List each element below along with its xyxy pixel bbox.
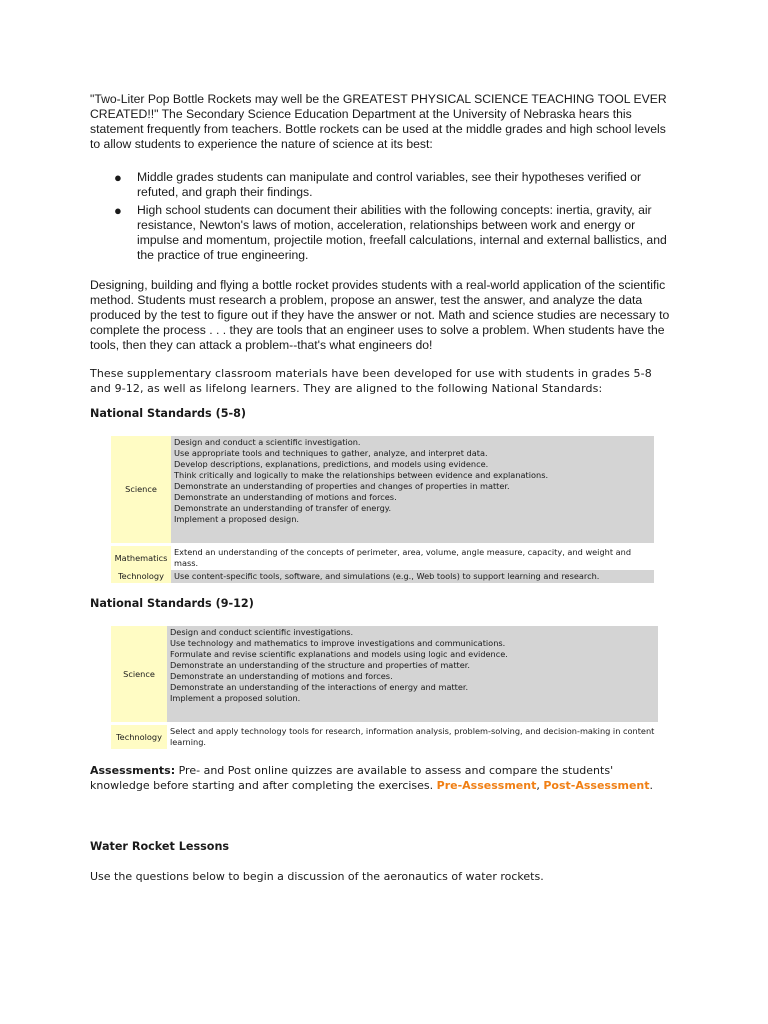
pre-assessment-link[interactable]: Pre-Assessment <box>436 779 537 792</box>
standard-line: Extend an understanding of the concepts of perimeter, area, volume, angle measure, capacity, and weight and mass. <box>174 547 632 568</box>
assessments-paragraph <box>90 763 670 793</box>
table-row <box>111 626 658 722</box>
row-value <box>167 725 658 749</box>
lessons-paragraph: Use the questions below to begin a discussion of the aeronautics of water rockets. <box>90 870 544 883</box>
bullet-icon: ● <box>114 203 122 218</box>
standard-line: Implement a proposed design. <box>174 514 299 524</box>
standard-line: Demonstrate an understanding of motions and forces. <box>170 671 393 681</box>
standards-912-heading: National Standards (9-12) <box>90 597 254 610</box>
row-value <box>171 546 654 570</box>
bullet-text: Middle grades students can manipulate and control variables, see their hypotheses verified or refuted, and graph their findings. <box>137 170 642 199</box>
document-page <box>90 92 670 883</box>
row-value <box>171 570 654 583</box>
row-label: Technology <box>111 725 167 749</box>
standard-line: Develop descriptions, explanations, predictions, and models using evidence. <box>174 459 489 469</box>
bullet-icon: ● <box>114 170 122 185</box>
link-separator: , <box>536 779 544 792</box>
standard-line: Use technology and mathematics to improve investigations and communications. <box>170 638 506 648</box>
intro-paragraph: "Two-Liter Pop Bottle Rockets may well be the GREATEST PHYSICAL SCIENCE TEACHING TOOL EVER CREATED!!" The Secondary Science Education Department at the University of Nebraska hears this statement frequently from teachers. Bottle rockets can be used at the middle grades and high school levels to allow students to experience the nature of science at its best: <box>90 92 667 151</box>
water-rocket-lessons-heading: Water Rocket Lessons <box>90 840 230 853</box>
standards-58-table <box>111 436 654 583</box>
table-row <box>111 546 654 570</box>
standard-line: Demonstrate an understanding of motions and forces. <box>174 492 397 502</box>
table-row <box>111 725 658 749</box>
standard-line: Demonstrate an understanding of properties and changes of properties in matter. <box>174 481 510 491</box>
row-label: Mathematics <box>111 546 171 570</box>
standard-line: Design and conduct a scientific investigation. <box>174 437 361 447</box>
list-item <box>90 203 670 263</box>
post-assessment-link[interactable]: Post-Assessment <box>543 779 650 792</box>
standards-58-heading: National Standards (5-8) <box>90 407 247 420</box>
row-label: Science <box>111 436 171 543</box>
standard-line: Use appropriate tools and techniques to gather, analyze, and interpret data. <box>174 448 488 458</box>
row-value <box>171 436 654 543</box>
row-value <box>167 626 658 722</box>
row-label: Science <box>111 626 167 722</box>
standard-line: Demonstrate an understanding of the interactions of energy and matter. <box>170 682 469 692</box>
bullet-list <box>90 170 670 263</box>
table-row <box>111 436 654 543</box>
standard-line: Use content-specific tools, software, and simulations (e.g., Web tools) to support learning and research. <box>174 571 600 581</box>
standard-line: Formulate and revise scientific explanations and models using logic and evidence. <box>170 649 508 659</box>
supplementary-paragraph: These supplementary classroom materials have been developed for use with students in grades 5-8 and 9-12, as well as lifelong learners. They are aligned to the following National Standards: <box>90 367 652 395</box>
standard-line: Implement a proposed solution. <box>170 693 301 703</box>
bullet-text: High school students can document their abilities with the following concepts: inertia, gravity, air resistance, Newton's laws of motion, acceleration, relationships between work and energy or impulse and momentum, projectile motion, freefall calculations, internal and external ballistics, and the practice of true engineering. <box>137 203 667 262</box>
assessments-end: . <box>649 779 654 792</box>
row-label: Technology <box>111 570 171 583</box>
standards-912-table <box>111 626 658 749</box>
list-item <box>90 170 670 200</box>
standard-line: Design and conduct scientific investigations. <box>170 627 354 637</box>
assessments-label: Assessments: <box>90 764 176 777</box>
standard-line: Demonstrate an understanding of the structure and properties of matter. <box>170 660 470 670</box>
standard-line: Demonstrate an understanding of transfer of energy. <box>174 503 392 513</box>
standard-line: Think critically and logically to make the relationships between evidence and explanations. <box>174 470 549 480</box>
designing-paragraph: Designing, building and flying a bottle rocket provides students with a real-world application of the scientific method. Students must research a problem, propose an answer, test the answer, and analyze the data produced by the test to figure out if they have the answer or not. Math and science studies are necessary to complete the process . . . they are tools that an engineer uses to solve a problem. When students have the tools, then they can attack a problem--that's what engineers do! <box>90 278 670 352</box>
table-row <box>111 570 654 583</box>
standard-line: Select and apply technology tools for research, information analysis, problem-solving, and decision-making in content learning. <box>170 726 655 747</box>
assessments-text: Pre- and Post online quizzes are available to assess and compare the students' knowledge before starting and after completing the exercises. <box>90 764 614 792</box>
